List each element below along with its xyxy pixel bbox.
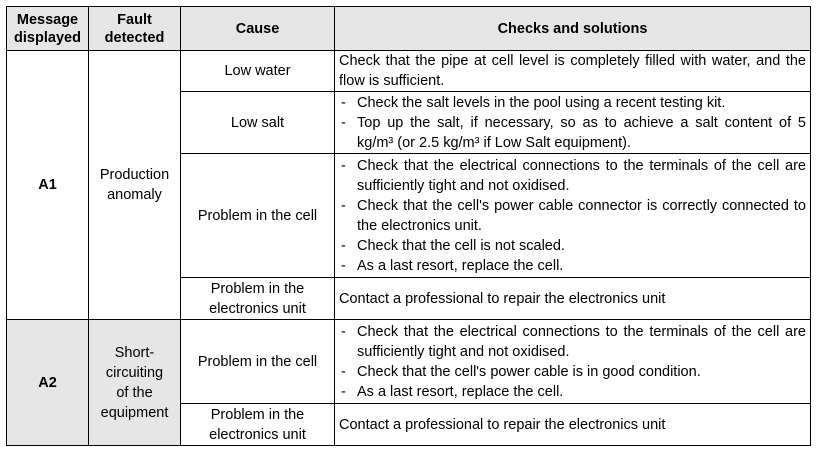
header-checks-and-solutions: Checks and solutions [335, 7, 811, 51]
list-item: - Check that the cell's power cable connector is correctly connected to the electronics unit. [339, 196, 806, 236]
table-row [7, 320, 811, 404]
list-item: - Check that the electrical connections to the terminals of the cell are sufficiently tight and not oxidised. [339, 156, 806, 196]
list-item: - Top up the salt, if necessary, so as to achieve a salt content of 5 kg/m³ (or 2.5 kg/m³ if Low Salt equipment). [339, 113, 806, 153]
cause-cell-problem-a1: Problem in the cell [181, 154, 335, 278]
table-row [7, 51, 811, 92]
header-cause: Cause [181, 7, 335, 51]
header-row [7, 7, 811, 51]
message-code-a2: A2 [7, 320, 89, 446]
solution-low-water: Check that the pipe at cell level is completely filled with water, and the flow is sufficient. [335, 51, 811, 92]
list-item: - Check that the cell is not scaled. [339, 236, 806, 256]
cause-cell-problem-a2: Problem in the cell [181, 320, 335, 404]
fault-a2: Short- circuiting of the equipment [89, 320, 181, 446]
solution-cell-problem-a2 [335, 320, 811, 404]
message-code-a1: A1 [7, 51, 89, 320]
list-item: - As a last resort, replace the cell. [339, 256, 806, 276]
cause-low-salt: Low salt [181, 92, 335, 154]
fault-a1: Production anomaly [89, 51, 181, 320]
cause-low-water: Low water [181, 51, 335, 92]
solution-electronics-problem-a1: Contact a professional to repair the electronics unit [335, 278, 811, 320]
list-item: - Check that the cell's power cable is in good condition. [339, 362, 806, 382]
solution-electronics-problem-a2: Contact a professional to repair the electronics unit [335, 404, 811, 446]
troubleshooting-table [6, 6, 811, 446]
cause-electronics-problem-a2: Problem in the electronics unit [181, 404, 335, 446]
list-item: - Check the salt levels in the pool using a recent testing kit. [339, 93, 806, 113]
header-message-displayed: Message displayed [7, 7, 89, 51]
cause-electronics-problem-a1: Problem in the electronics unit [181, 278, 335, 320]
solution-cell-problem-a1 [335, 154, 811, 278]
list-item: - As a last resort, replace the cell. [339, 382, 806, 402]
header-fault-detected: Fault detected [89, 7, 181, 51]
solution-low-salt [335, 92, 811, 154]
list-item: - Check that the electrical connections to the terminals of the cell are sufficiently tight and not oxidised. [339, 322, 806, 362]
